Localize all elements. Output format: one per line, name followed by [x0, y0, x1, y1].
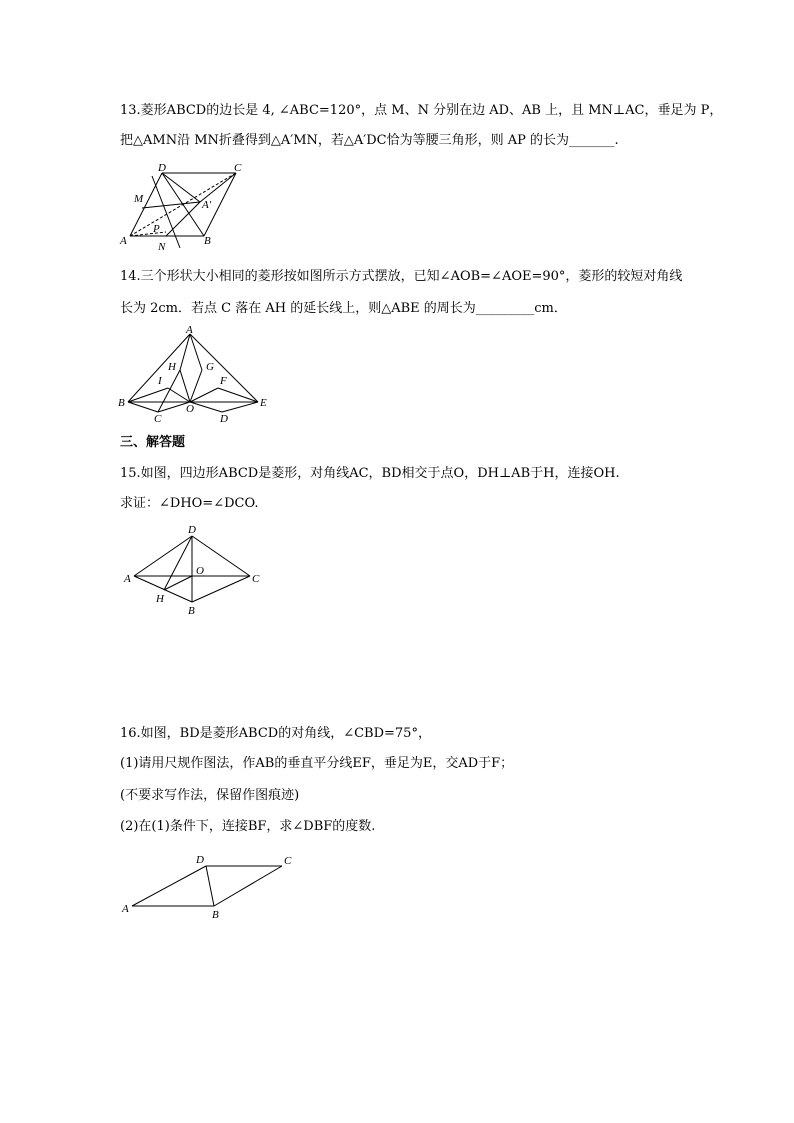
q16-label-d: D — [196, 854, 204, 866]
q16-side-ad — [132, 866, 206, 906]
q13-label-c: C — [234, 162, 242, 174]
q16-line4: (2)在(1)条件下，连接BF，求∠DBF的度数. — [120, 819, 376, 834]
q13-seg-m-aprime — [142, 202, 200, 208]
q15-seg-oh — [164, 576, 192, 590]
q15-label-d: D — [188, 524, 196, 536]
q13-label-aprime: A′ — [202, 199, 212, 211]
q15-label-h: H — [156, 593, 164, 605]
q14-label-f: F — [220, 375, 227, 387]
q13-label-p: P — [153, 223, 160, 235]
q14-line1: 14.三个形状大小相同的菱形按如图所示方式摆放，已知∠AOB=∠AOE=90°，菱形的较短对角线 — [120, 269, 683, 284]
q16-side-bc — [214, 866, 282, 906]
q13-label-b: B — [204, 235, 211, 247]
q14-side-ae — [190, 334, 258, 402]
q14-rhombus-left-cb — [128, 402, 158, 412]
q16-line3: (不要求写作法，保留作图痕迹) — [120, 788, 300, 803]
q15-label-a: A — [124, 573, 131, 585]
q15-line2: 求证：∠DHO=∠DCO. — [120, 496, 259, 511]
q15-line1: 15.如图，四边形ABCD是菱形，对角线AC，BD相交于点O，DH⊥AB于H，连接OH. — [120, 466, 620, 481]
q15-side-ad — [134, 536, 192, 576]
q13-fold-mn — [152, 176, 180, 248]
q16-line2: (1)请用尺规作图法，作AB的垂直平分线EF，垂足为E，交AD于F； — [120, 756, 514, 771]
section-heading: 三、解答题 — [120, 435, 186, 450]
q16-figure — [120, 850, 300, 920]
q14-label-o: O — [186, 403, 194, 415]
q13-label-n: N — [158, 241, 166, 253]
q15-label-b: B — [188, 605, 195, 617]
q13-seg-aprime-c — [200, 173, 236, 202]
q14-label-c: C — [154, 413, 162, 425]
q14-figure — [118, 326, 273, 426]
q14-rhombus-right-od — [190, 402, 222, 412]
q14-rhombus-top-ho — [180, 370, 190, 402]
q14-label-i: I — [158, 375, 162, 387]
q15-label-c: C — [252, 573, 260, 585]
q13-line2: 把△AMN沿 MN折叠得到△A′MN，若△A′DC恰为等腰三角形，则 AP 的长为_______. — [120, 133, 619, 148]
q15-side-cb — [192, 576, 250, 602]
q14-label-d: D — [220, 413, 228, 425]
q14-rhombus-right-de — [222, 402, 258, 412]
q14-rhombus-right-ef — [218, 388, 258, 402]
q13-line1: 13.菱形ABCD的边长是 4, ∠ABC=120°，点 M、N 分别在边 AD、AB 上，且 MN⊥AC，垂足为 P， — [120, 103, 723, 118]
q16-label-b: B — [212, 909, 219, 921]
q16-line1: 16.如图，BD是菱形ABCD的对角线，∠CBD=75°， — [120, 726, 431, 741]
q16-label-a: A — [122, 903, 129, 915]
q14-line2: 长为 2cm．若点 C 落在 AH 的延长线上，则△ABE 的周长为_________cm． — [120, 301, 567, 316]
q14-label-a: A — [186, 324, 193, 336]
q13-label-d: D — [158, 162, 166, 174]
q13-label-a: A — [120, 235, 127, 247]
q15-label-o: O — [196, 565, 204, 577]
q15-seg-dh — [164, 536, 192, 590]
q13-seg-n-aprime — [166, 202, 200, 236]
q13-figure — [118, 160, 248, 252]
q14-label-g: G — [206, 361, 214, 373]
q15-figure — [120, 524, 270, 619]
q16-diag-bd — [206, 866, 214, 906]
q13-seg-d-aprime — [162, 173, 200, 202]
q14-label-b: B — [118, 397, 125, 409]
q14-label-h: H — [168, 361, 176, 373]
q16-label-c: C — [284, 855, 292, 867]
q14-label-e: E — [260, 397, 267, 409]
q13-label-m: M — [134, 193, 144, 205]
